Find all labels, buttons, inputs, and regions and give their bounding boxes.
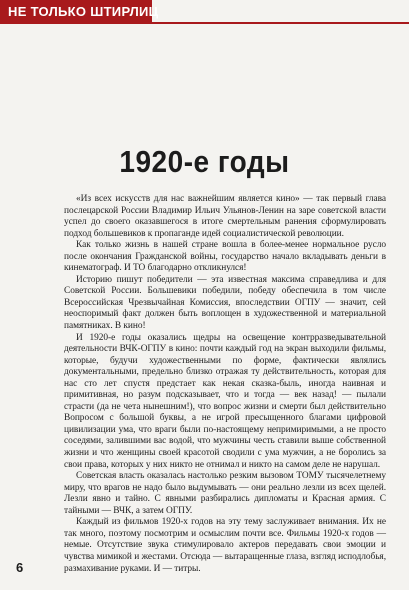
paragraph: Историю пишут победители — эта известная максима справедлива и для Советской России. Большевики победили, победу обеспечила в том числе Всероссийская Чрезвычайная Комиссия, впоследствии ОГПУ — значит, сей неоспоримый факт должен быть воплощен в художественной и материальной памятниках. В кино! <box>64 274 386 332</box>
page-number: 6 <box>16 560 24 575</box>
paragraph: Каждый из фильмов 1920-х годов на эту тему заслуживает внимания. Их не так много, поэтому посмотрим и осмыслим почти все. Фильмы 1920-х годов — немые. Отсутствие звука стимулировало актеров передавать свои эмоции и чувства мимикой и жестами. Отсюда — вытаращенные глаза, взгляд исподлобья, размахивание руками. И — титры. <box>64 517 386 574</box>
paragraph: Как только жизнь в нашей стране вошла в более-менее нормальное русло после окончания Гражданской войны, государство начало вкладывать деньги в кинематограф. И ТО благодарно откликнулся! <box>64 240 386 274</box>
chapter-title: 1920-е годы <box>119 144 290 179</box>
paragraph: Советская власть оказалась настолько резким вызовом ТОМУ тысячелетнему миру, что врагов не надо было выдумывать — они реально лезли из всех щелей. Лезли явно и тайно. С явными разбирались дипломаты и Красная армия. С тайными — ВЧК, а затем ОГПУ. <box>64 471 386 516</box>
body-text <box>64 194 386 575</box>
header-rule <box>152 22 409 24</box>
paragraph: И 1920-е годы оказались щедры на освещение контрразведывательной деятельности ВЧК-ОГПУ в кино: почти каждый год на экран выходили фильмы, которые, будучи художественными по форме, фактически являлись документальными, предельно близко отражая ту действительность, которая для нас сто лет спустя предстает как некая сказка-быль, иногда наивная и примитивная, но разум подсказывает, что и тогда — век назад! — пылали страсти (да не чета нынешним!), что вопрос жизни и смерти был действительно Вопросом с большой буквы, а не игрой пресыщенного благами цифровой цивилизации ума, что враги были по-настоящему непримиримыми, а не просто соседями, залившими вас водой, что мужчины честь ставили выше собственной жизни и что женщины своей красотой сводили с ума мужчин, а не боролись за свои права, которых у них никто не отнимал и никто на самом деле не нарушал. <box>64 332 386 470</box>
section-header-title: НЕ ТОЛЬКО ШТИРЛИЦ <box>8 4 159 19</box>
paragraph: «Из всех искусств для нас важнейшим является кино» — так первый глава послецарской России Владимир Ильич Ульянов-Ленин на заре советской власти успел до своего оказавшегося в итоге смертельным ранения сформулировать подход большевиков к пропаганде идей социалистической революции. <box>64 194 386 239</box>
section-header-bar <box>0 0 159 24</box>
